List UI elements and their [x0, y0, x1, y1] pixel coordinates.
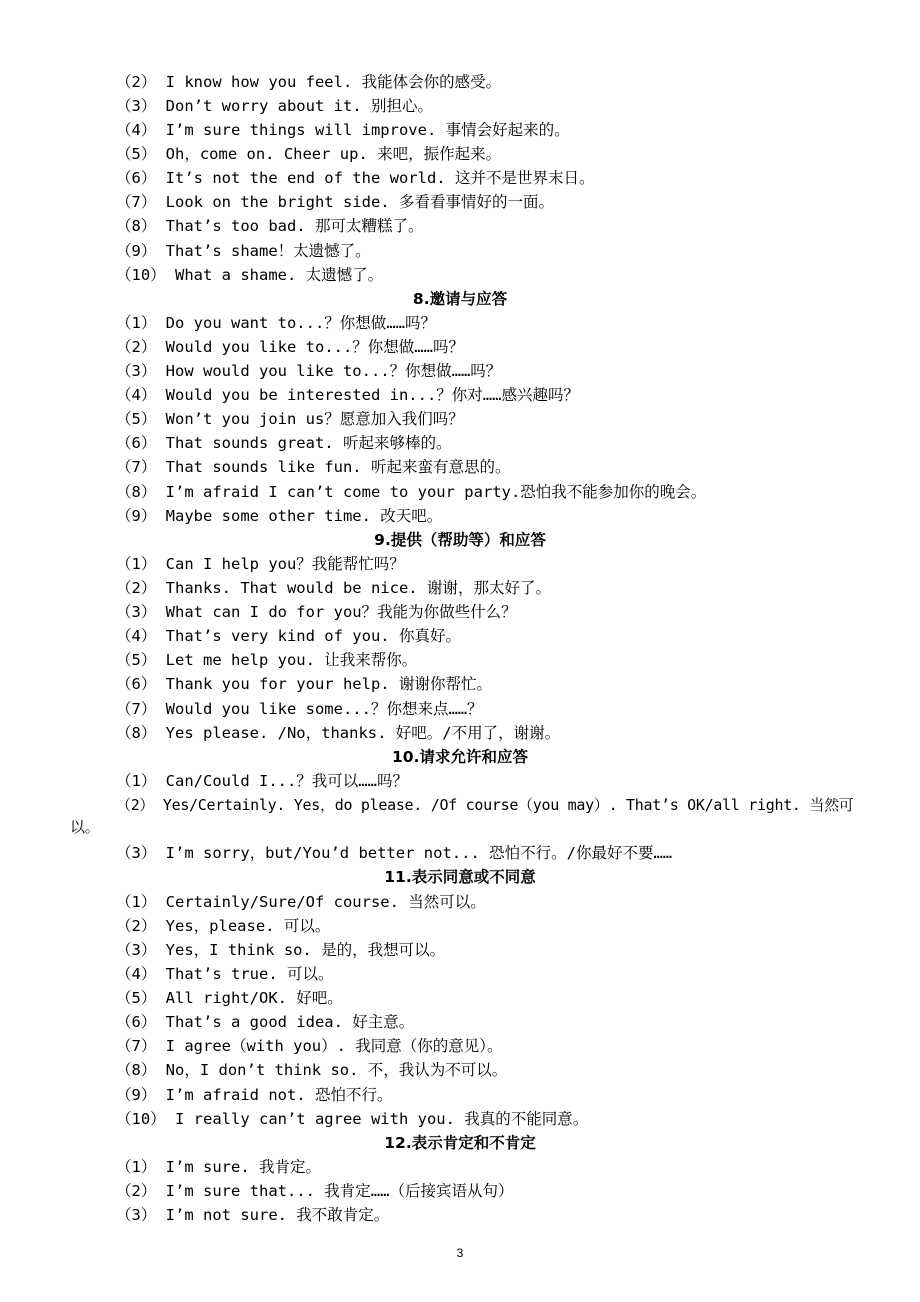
section-heading: 11.表示同意或不同意 — [384, 868, 536, 886]
list-item: （10） I really can’t agree with you. 我真的不能同意。 — [116, 1110, 589, 1128]
list-item: （2） I know how you feel. 我能体会你的感受。 — [116, 73, 502, 91]
list-item: （3） What can I do for you？我能为你做些什么？ — [116, 603, 517, 621]
list-item: （6） Thank you for your help. 谢谢你帮忙。 — [116, 675, 492, 693]
list-item: （3） Yes，I think so. 是的，我想可以。 — [116, 941, 446, 959]
list-item: （3） I’m sorry，but/You’d better not... 恐怕不行。/你最好不要…… — [116, 844, 673, 862]
list-item: （5） Oh，come on. Cheer up. 来吧，振作起来。 — [116, 145, 502, 163]
list-item: （2） Yes，please. 可以。 — [116, 917, 331, 935]
list-item: （3） Don’t worry about it. 别担心。 — [116, 97, 433, 115]
list-item: （2） Thanks. That would be nice. 谢谢，那太好了。 — [116, 579, 551, 597]
list-item: （2） Yes/Certainly. Yes，do please. /Of course（you may）. That’s OK/all right. 当然可以。 — [70, 796, 854, 836]
list-item: （5） All right/OK. 好吧。 — [116, 989, 343, 1007]
list-item: （2） I’m sure that... 我肯定……（后接宾语从句） — [116, 1182, 514, 1200]
list-item: （7） Look on the bright side. 多看看事情好的一面。 — [116, 193, 554, 211]
list-item: （7） That sounds like fun. 听起来蛮有意思的。 — [116, 458, 511, 476]
list-item: （1） Can/Could I...？我可以……吗？ — [116, 772, 408, 790]
list-item: （8） Yes please. /No，thanks. 好吧。/不用了，谢谢。 — [116, 724, 561, 742]
list-item: （8） No，I don’t think so. 不，我认为不可以。 — [116, 1061, 508, 1079]
list-item: （10） What a shame. 太遗憾了。 — [116, 266, 384, 284]
list-item: （5） Won’t you join us？愿意加入我们吗？ — [116, 410, 464, 428]
list-item: （8） That’s too bad. 那可太糟糕了。 — [116, 217, 424, 235]
list-item: （4） That’s true. 可以。 — [116, 965, 334, 983]
list-item: （4） That’s very kind of you. 你真好。 — [116, 627, 461, 645]
list-item: （1） I’m sure. 我肯定。 — [116, 1158, 321, 1176]
section-heading: 10.请求允许和应答 — [392, 748, 528, 766]
list-item: （4） I’m sure things will improve. 事情会好起来的。 — [116, 121, 570, 139]
page-number: 3 — [456, 1246, 464, 1260]
section-heading: 8.邀请与应答 — [412, 290, 508, 308]
list-item: （7） I agree（with you）. 我同意（你的意见）。 — [116, 1037, 503, 1055]
list-item: （2） Would you like to...？你想做……吗？ — [116, 338, 464, 356]
list-item: （8） I’m afraid I can’t come to your party.恐怕我不能参加你的晚会。 — [116, 483, 707, 501]
list-item: （3） How would you like to...？你想做……吗？ — [116, 362, 502, 380]
list-item: （7） Would you like some...？你想来点……？ — [116, 700, 483, 718]
list-item: （1） Can I help you？我能帮忙吗？ — [116, 555, 405, 573]
list-item: （9） Maybe some other time. 改天吧。 — [116, 507, 443, 525]
list-item: （6） That’s a good idea. 好主意。 — [116, 1013, 415, 1031]
section-heading: 12.表示肯定和不肯定 — [384, 1134, 536, 1152]
list-item: （1） Do you want to...？你想做……吗？ — [116, 314, 436, 332]
list-item: （1） Certainly/Sure/Of course. 当然可以。 — [116, 893, 486, 911]
list-item: （4） Would you be interested in...？你对……感兴趣吗？ — [116, 386, 579, 404]
section-heading: 9.提供（帮助等）和应答 — [374, 531, 546, 549]
list-item: （6） It’s not the end of the world. 这并不是世界末日。 — [116, 169, 595, 187]
list-item: （3） I’m not sure. 我不敢肯定。 — [116, 1206, 390, 1224]
list-item: （9） That’s shame！太遗憾了。 — [116, 242, 371, 260]
list-item: （5） Let me help you. 让我来帮你。 — [116, 651, 418, 669]
list-item: （9） I’m afraid not. 恐怕不行。 — [116, 1086, 393, 1104]
list-item: （6） That sounds great. 听起来够棒的。 — [116, 434, 452, 452]
